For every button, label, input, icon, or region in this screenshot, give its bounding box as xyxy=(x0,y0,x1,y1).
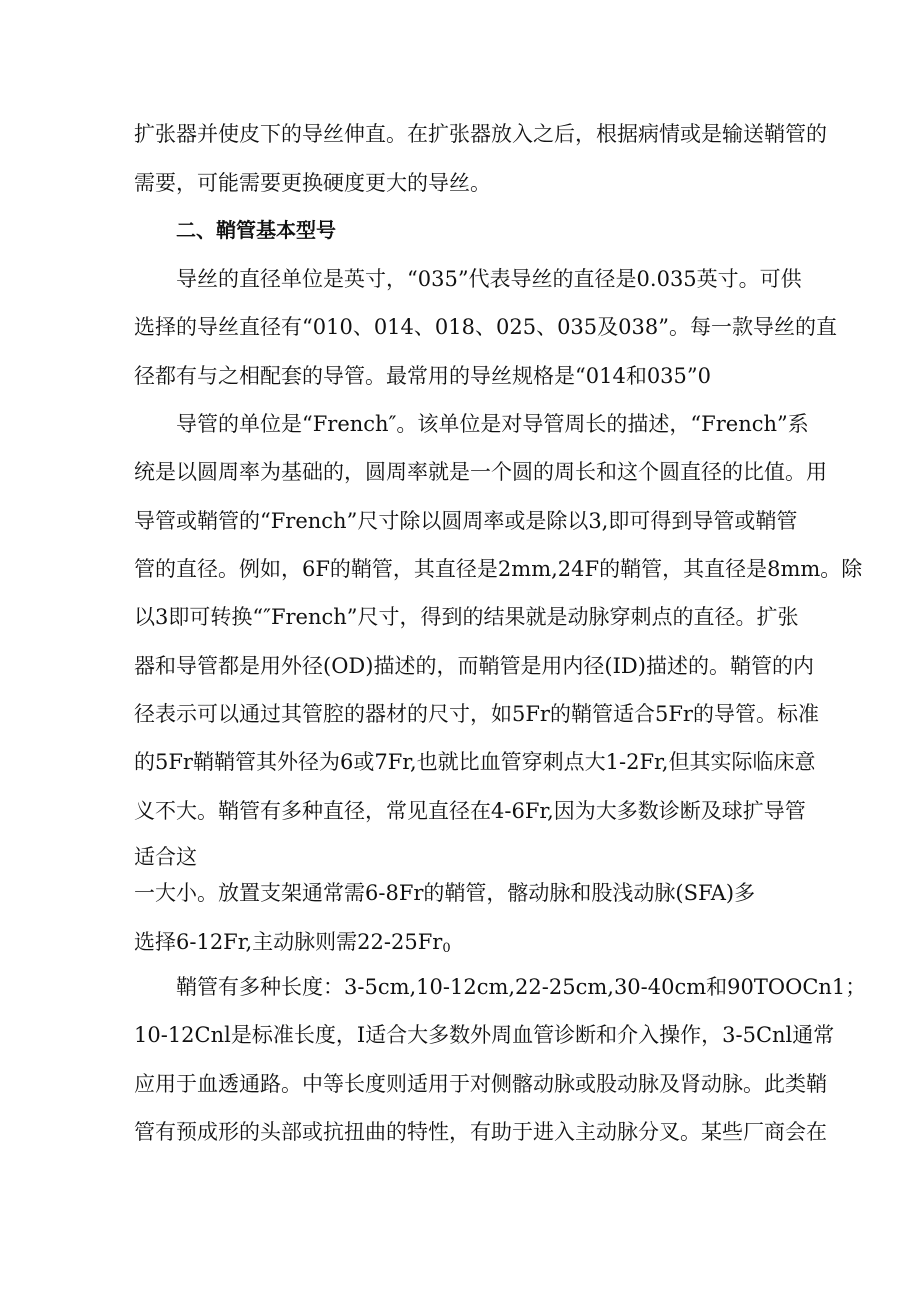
text-line xyxy=(134,928,451,963)
text-line: 鞘管有多种长度：3-5cm,10-12cm,22-25cm,30-40cm和90TOOCn1； xyxy=(176,975,867,999)
text-line: 适合这 xyxy=(134,845,197,869)
text-line: 导管或鞘管的“French”尺寸除以圆周率或是除以3,即可得到导管或鞘管 xyxy=(134,509,798,533)
text-line: 管的直径。例如，6F的鞘管，其直径是2mm,24F的鞘管，其直径是8mm。除 xyxy=(134,557,863,581)
text-line: 管有预成形的头部或抗扭曲的特性，有助于进入主动脉分叉。某些厂商会在 xyxy=(134,1120,827,1144)
text-line: 器和导管都是用外径(OD)描述的，而鞘管是用内径(ID)描述的。鞘管的内 xyxy=(134,654,814,678)
section-heading: 二、鞘管基本型号 xyxy=(176,218,336,242)
text-line: 应用于血透通路。中等长度则适用于对侧髂动脉或股动脉及肾动脉。此类鞘 xyxy=(134,1072,827,1096)
text-line-main: 选择6-12Fr,主动脉则需22-25Fr xyxy=(134,930,443,954)
text-line: 导管的单位是“French″。该单位是对导管周长的描述，“French”系 xyxy=(176,412,809,436)
subscript-zero: 0 xyxy=(442,941,451,956)
text-line: 需要，可能需要更换硬度更大的导丝。 xyxy=(134,171,491,195)
text-line: 10-12Cnl是标准长度，I适合大多数外周血管诊断和介入操作，3-5Cnl通常 xyxy=(134,1023,835,1047)
text-line: 导丝的直径单位是英寸，“035”代表导丝的直径是0.035英寸。可供 xyxy=(176,267,802,291)
text-line: 选择的导丝直径有“010、014、018、025、035及038”。每一款导丝的直 xyxy=(134,315,837,339)
text-line: 一大小。放置支架通常需6-8Fr的鞘管，髂动脉和股浅动脉(SFA)多 xyxy=(134,881,756,905)
text-line: 义不大。鞘管有多种直径，常见直径在4-6Fr,因为大多数诊断及球扩导管 xyxy=(134,799,806,823)
text-line: 以3即可转换“″French”尺寸，得到的结果就是动脉穿刺点的直径。扩张 xyxy=(134,605,799,629)
text-line: 径表示可以通过其管腔的器材的尺寸，如5Fr的鞘管适合5Fr的导管。标准 xyxy=(134,702,819,726)
text-line: 统是以圆周率为基础的，圆周率就是一个圆的周长和这个圆直径的比值。用 xyxy=(134,460,827,484)
text-line: 扩张器并使皮下的导丝伸直。在扩张器放入之后，根据病情或是输送鞘管的 xyxy=(134,122,827,146)
text-line: 径都有与之相配套的导管。最常用的导丝规格是“014和035”0 xyxy=(134,364,711,388)
text-line: 的5Fr鞘鞘管其外径为6或7Fr,也就比血管穿刺点大1-2Fr,但其实际临床意 xyxy=(134,750,816,774)
